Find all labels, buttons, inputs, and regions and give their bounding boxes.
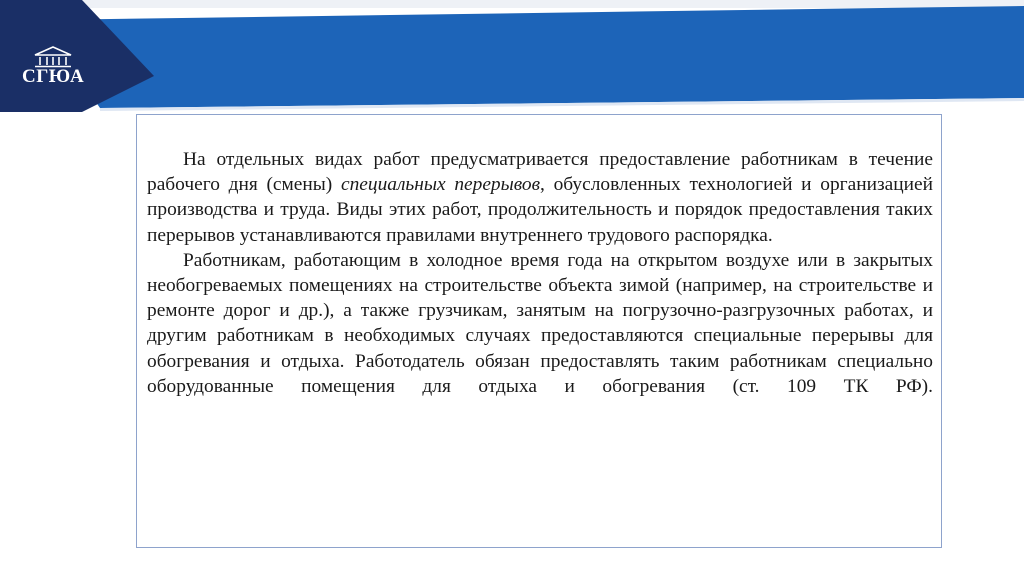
paragraph-2: Работникам, работающим в холодное время года на открытом воздухе или в закрытых необогреваемых помещениях на строительстве объекта зимой (например, на строительстве и ремонте дорог и др.), а также грузчикам, занятым на погрузочно-разгрузочных работах, и другим работникам в необходимых случаях предоставляются специальные перерывы для обогревания и отдыха. Работодатель обязан предоставлять таким работникам специально оборудованные помещения для отдыха и обогревания (ст. 109 ТК РФ). [147,249,933,397]
body-text [147,147,933,399]
logo-text: СГЮА [22,66,85,87]
paragraph-1-part-2: , обусловленных технологией и организацией производства и труда. Виды этих работ, продолжительность и порядок предоставления таких перерывов устанавливаются правилами внутреннего трудового распорядка. [147,174,933,246]
content-box [136,114,942,548]
paragraph-1-emphasis: специальных перерывов [340,174,541,196]
header-banner [0,0,1024,120]
paragraph-1-part-1: На отдельных видах работ предусматривается предоставление работникам в течение рабочего дня (смены) [147,149,933,196]
paragraph-1 [147,147,933,248]
building-columns-icon [32,46,74,68]
